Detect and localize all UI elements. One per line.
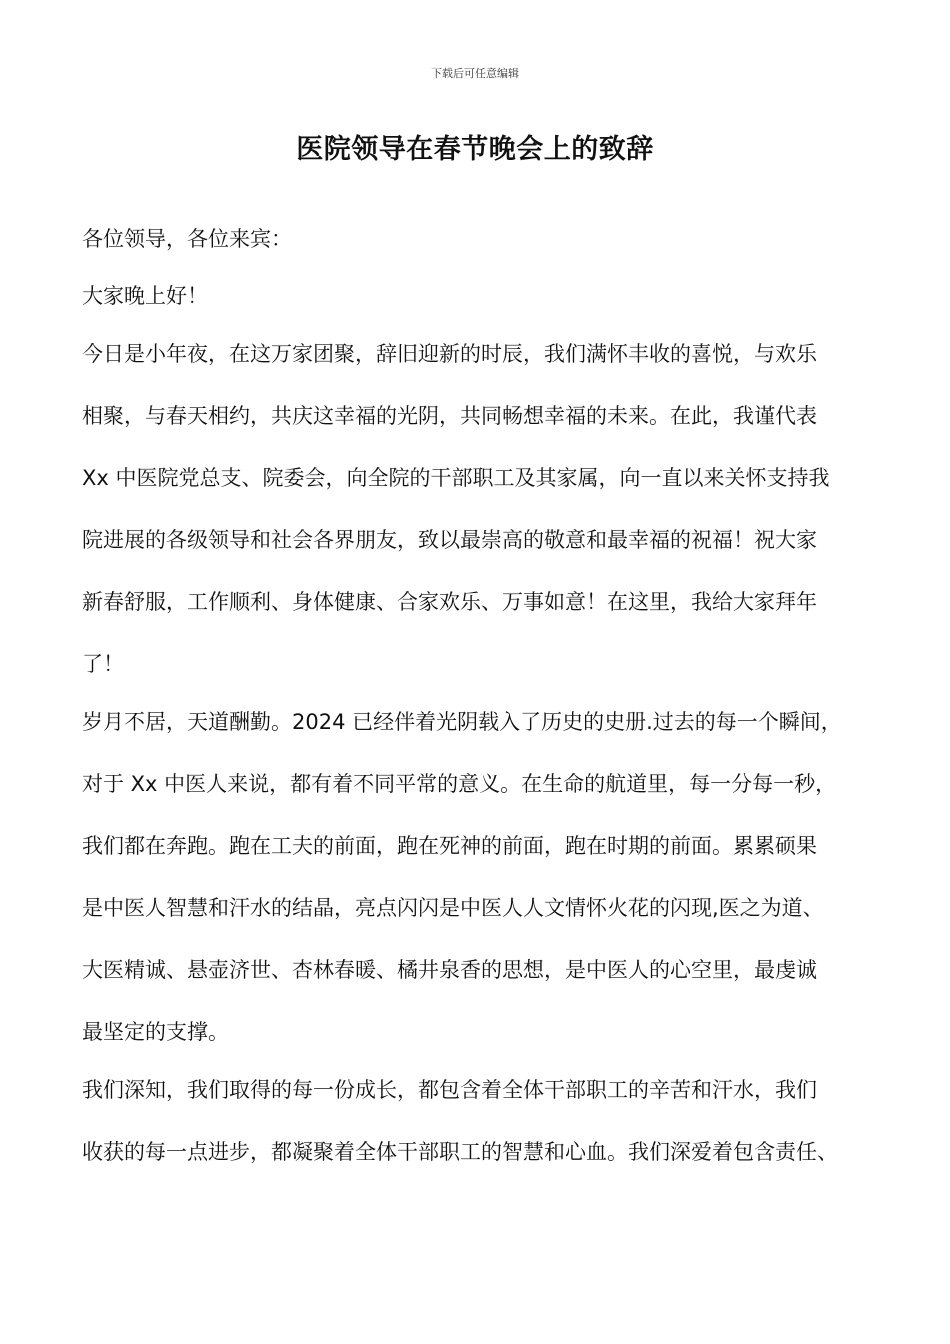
body-text-line: 岁月不居，天道酬勤。2024 已经伴着光阴载入了历史的史册.过去的每一个瞬间， [82, 710, 842, 734]
salutation-line: 各位领导，各位来宾： [82, 227, 292, 251]
body-text-line: 我们都在奔跑。跑在工夫的前面，跑在死神的前面，跑在时期的前面。累累硕果 [82, 834, 817, 858]
body-text-line: 大医精诚、悬壶济世、杏林春暖、橘井泉香的思想，是中医人的心空里，最虔诚 [82, 958, 817, 982]
body-text-line: 相聚，与春天相约，共庆这幸福的光阴，共同畅想幸福的未来。在此，我谨代表 [82, 404, 817, 428]
body-text-line: 是中医人智慧和汗水的结晶，亮点闪闪是中医人人文情怀火花的闪现,医之为道、 [82, 896, 824, 920]
greeting-line: 大家晚上好！ [82, 284, 208, 308]
body-text-line: 最坚定的支撑。 [82, 1020, 229, 1044]
body-text-line: 对于 Xx 中医人来说，都有着不同平常的意义。在生命的航道里，每一分每一秒， [82, 772, 837, 796]
body-text-line: 了！ [82, 652, 124, 676]
header-note: 下载后可任意编辑 [431, 67, 519, 80]
body-text-line: 今日是小年夜，在这万家团聚，辞旧迎新的时辰，我们满怀丰收的喜悦，与欢乐 [82, 342, 817, 366]
body-text-line: 院进展的各级领导和社会各界朋友，致以最崇高的敬意和最幸福的祝福！祝大家 [82, 528, 817, 552]
body-text-line: Xx 中医院党总支、院委会，向全院的干部职工及其家属，向一直以来关怀支持我 [82, 466, 830, 490]
body-text-line: 我们深知，我们取得的每一份成长，都包含着全体干部职工的辛苦和汗水，我们 [82, 1078, 817, 1102]
body-text-line: 新春舒服，工作顺利、身体健康、合家欢乐、万事如意！在这里，我给大家拜年 [82, 590, 817, 614]
document-title: 医院领导在春节晚会上的致辞 [296, 134, 654, 165]
body-text-line: 收获的每一点进步，都凝聚着全体干部职工的智慧和心血。我们深爱着包含责任、 [82, 1140, 838, 1164]
